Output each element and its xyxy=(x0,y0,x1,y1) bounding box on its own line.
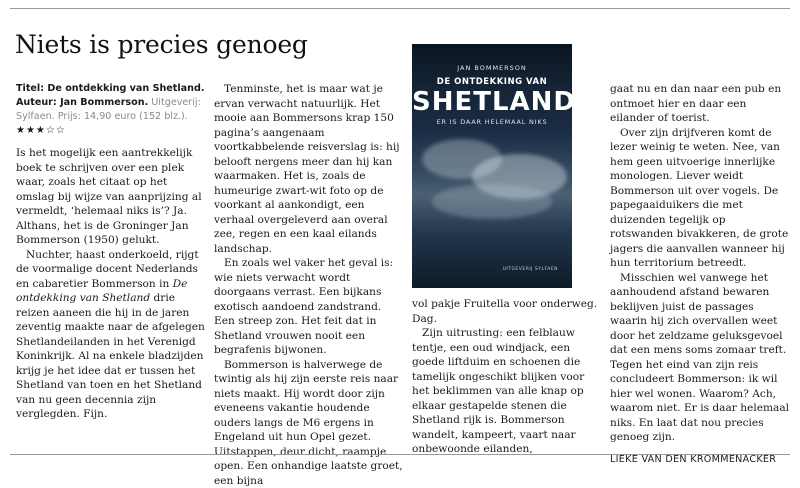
paragraph: Tenminste, het is maar wat je ervan verwacht natuurlijk. Het mooie aan Bommersons krap 150 pagina’s aangenaam voortkabbelende reisverslag is: hij belooft nergens meer dan hij kan waarmaken. Het is, zoals de humeurige zwart-wit foto op de voorkant al aankondigt, een verhaal overgeleverd aan overal zee, regen en een kaal eilands landschap. xyxy=(214,82,404,256)
meta-title: Titel: De ontdekking van Shetland. xyxy=(16,83,205,94)
cover-publisher: UITGEVERIJ SYLFAEN xyxy=(503,267,558,272)
paragraph: vol pakje Fruitella voor onderweg. Dag. xyxy=(412,297,602,326)
cloud-shape xyxy=(432,184,552,219)
paragraph: gaat nu en dan naar een pub en ontmoet hier en daar een eilander of toerist. xyxy=(610,82,790,126)
cover-quote: ER IS DAAR HELEMAAL NIKS xyxy=(412,118,572,126)
author-signature: LIEKE VAN DEN KROMMENACKER xyxy=(610,453,790,468)
paragraph: Is het mogelijk een aantrekkelijk boek te schrijven over een plek waar, zoals het citaat op het omslag bij wijze van aanprijzing al vermeldt, ‘helemaal niks is’? Ja. Althans, het is de Groninger Jan Bommerson (1950) gelukt. xyxy=(16,146,206,248)
meta-publisher: Uitgeverij: Sylfaen. Prijs: 14,90 euro (152 blz.). xyxy=(16,97,201,122)
paragraph: En zoals wel vaker het geval is: wie niets verwacht wordt doorgaans verrast. Een bijkans exotisch aandoend zandstrand. Een streep zon. Het feit dat in Shetland vrouwen nooit een begrafenis bijwonen. xyxy=(214,256,404,358)
meta-author: Auteur: Jan Bommerson. xyxy=(16,97,148,108)
paragraph: Zijn uitrusting: een felblauw tentje, een oud windjack, een goede liftduim en schoenen die tamelijk ongeschikt blijken voor het beklimmen van alle knap op elkaar gestapelde stenen die Shetland rijk is. Bommerson wandelt, kampeert, vaart naar onbewoonde eilanden, xyxy=(412,326,602,457)
paragraph: Bommerson is halverwege de twintig als hij zijn eerste reis naar niets maakt. Hij wordt door zijn eveneens vakantie houdende ouders langs de M6 ergens in Engeland uit hun Opel gezet. Uitstappen, deur dicht, raampje open. Een onhandige laatste groet, een bijna xyxy=(214,358,404,488)
book-title-italic: De ontdekking van Shetland xyxy=(16,278,187,305)
paragraph: Misschien wel vanwege het aanhoudend afstand bewaren beklijven juist de passages waarin hij zich overvallen weet door het zeldzame geluksgevoel dat een mens soms zomaar treft. Tegen het eind van zijn reis concludeert Bommerson: ik wil hier wel wonen. Waarom? Ach, waarom niet. Er is daar helemaal niks. En laat dat nou precies genoeg zijn. xyxy=(610,271,790,445)
article-title: Niets is precies genoeg xyxy=(15,30,308,59)
rating-stars: ★★★☆☆ xyxy=(16,124,206,138)
column-3 xyxy=(412,297,602,457)
book-cover-image xyxy=(412,44,572,288)
cover-author: JAN BOMMERSON xyxy=(412,64,572,72)
paragraph: Over zijn drijfveren komt de lezer weinig te weten. Nee, van hem geen uitvoerige innerlijke monologen. Liever weidt Bommerson uit over vogels. De papegaaiduikers die met duizenden tegelijk op rotswanden bivakkeren, de grote jagers die aanvallen wanneer hij hun territorium betreedt. xyxy=(610,126,790,271)
column-1 xyxy=(16,82,206,422)
column-4 xyxy=(610,82,790,467)
cover-title-line2: SHETLAND xyxy=(412,88,572,116)
top-rule xyxy=(10,8,790,9)
paragraph: Nuchter, haast onderkoeld, rijgt de voormalige docent Nederlands en cabaretier Bommerson in De ontdekking van Shetland drie reizen aaneen die hij in de jaren zeventig maakte naar de afgelegen Shetlandeilanden in het Verenigd Koninkrijk. Al na enkele bladzijden krijg je het idee dat er tussen het Shetland van toen en het Shetland van nu geen decennia zijn verglegden. Fijn. xyxy=(16,248,206,422)
cover-title-line1: DE ONTDEKKING VAN xyxy=(412,77,572,87)
column-2 xyxy=(214,82,404,488)
bottom-rule xyxy=(10,454,790,455)
book-meta xyxy=(16,82,206,124)
